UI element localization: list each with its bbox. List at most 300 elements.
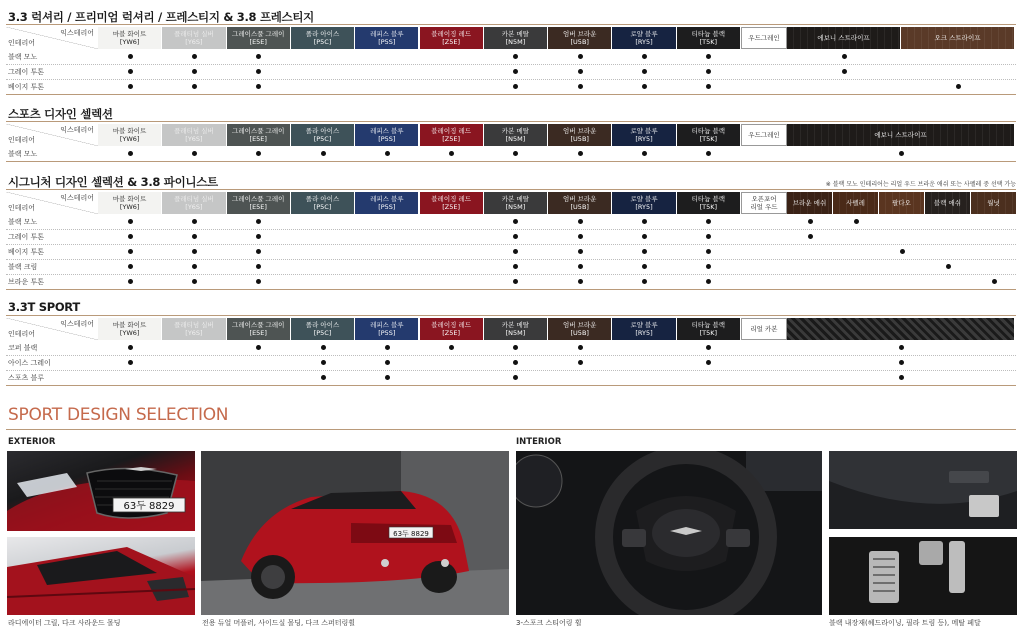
trim-name: 에보니 스트라이프 [874, 131, 927, 139]
availability-dot [706, 279, 711, 284]
color-swatch-header [484, 124, 548, 146]
caption-grille: 라디에이터 그릴, 다크 사라운드 몰딩 [8, 619, 121, 627]
color-code: [RY5] [635, 38, 653, 46]
color-code: [P5C] [313, 38, 332, 46]
color-swatch-header [548, 27, 612, 49]
color-swatch-header [98, 192, 162, 214]
color-code: [RY5] [635, 203, 653, 211]
color-name: 로얄 블루 [630, 321, 658, 329]
table-row [6, 65, 1016, 80]
availability-dot [899, 345, 904, 350]
availability-dot [513, 375, 518, 380]
availability-dot [256, 264, 261, 269]
color-code: [T5K] [699, 329, 718, 337]
color-swatch-header [98, 27, 162, 49]
availability-dot [578, 264, 583, 269]
availability-dot [513, 234, 518, 239]
section-rule [6, 24, 1016, 25]
table-row [6, 80, 1016, 95]
color-name: 티타늄 블랙 [691, 127, 726, 135]
color-code: [RY5] [635, 329, 653, 337]
color-swatch-header [162, 124, 226, 146]
color-swatch-header [355, 192, 419, 214]
color-swatch-header [162, 27, 226, 49]
trim-swatch-header [787, 192, 833, 214]
color-swatch-header [355, 124, 419, 146]
availability-dot [808, 219, 813, 224]
color-name: 블레이징 레드 [431, 195, 472, 203]
color-swatch-header [162, 318, 226, 340]
headliner-photo [829, 451, 1017, 529]
section-rule [6, 315, 1016, 316]
availability-dot [256, 84, 261, 89]
availability-dot [192, 54, 197, 59]
color-swatch-header [677, 318, 741, 340]
availability-dot [899, 151, 904, 156]
color-name: 카본 메탈 [501, 195, 530, 203]
availability-dot [642, 264, 647, 269]
color-name: 카본 메탈 [501, 321, 530, 329]
rear-car-photo [201, 451, 509, 615]
color-swatch-header [484, 27, 548, 49]
color-code: [T5K] [699, 135, 718, 143]
color-swatch-header [291, 192, 355, 214]
color-swatch-header [98, 318, 162, 340]
color-name: 플래티넘 실버 [174, 321, 214, 329]
trim-category-header: 오픈포어 리얼 우드 [741, 192, 787, 214]
color-swatch-header [420, 192, 484, 214]
color-code: [P5S] [378, 38, 396, 46]
color-swatch-header [227, 27, 291, 49]
availability-dot [256, 54, 261, 59]
divider [6, 429, 1016, 430]
section-title: 스포츠 디자인 셀렉션 [8, 107, 113, 121]
table-row [6, 356, 1016, 371]
color-name: 플래티넘 실버 [174, 30, 214, 38]
color-code: [Y6S] [185, 38, 203, 46]
trim-name: 블랙 애쉬 [933, 199, 962, 207]
color-name: 폴라 아이스 [305, 195, 340, 203]
color-name: 엄버 브라운 [563, 195, 597, 203]
table-row [6, 341, 1016, 356]
color-name: 레피스 블루 [370, 195, 404, 203]
interior-heading: INTERIOR [516, 437, 562, 447]
interior-color-label: 코퍼 블랙 [8, 344, 38, 352]
interior-color-label: 베이지 투톤 [8, 248, 45, 256]
color-swatch-header [420, 124, 484, 146]
color-code: [P5C] [313, 329, 332, 337]
color-swatch-header [484, 192, 548, 214]
availability-dot [956, 84, 961, 89]
availability-dot [642, 69, 647, 74]
table-row [6, 50, 1016, 65]
color-name: 레피스 블루 [370, 30, 404, 38]
trim-name: 오크 스트라이프 [934, 34, 981, 42]
availability-dot [808, 234, 813, 239]
availability-dot [642, 279, 647, 284]
color-code: [RY5] [635, 135, 653, 143]
availability-dot [192, 264, 197, 269]
color-swatch-header [291, 27, 355, 49]
color-code: [T5K] [699, 203, 718, 211]
color-name: 티타늄 블랙 [691, 195, 726, 203]
availability-dot [706, 69, 711, 74]
color-code: [Y6S] [185, 135, 203, 143]
availability-dot [642, 151, 647, 156]
availability-dot [256, 69, 261, 74]
color-code: [N5M] [505, 203, 526, 211]
availability-dot [842, 69, 847, 74]
trim-name: 사펠레 [846, 199, 865, 207]
color-code: [P5S] [378, 329, 396, 337]
table-row [6, 260, 1016, 275]
availability-dot [128, 69, 133, 74]
interior-color-label: 베이지 투톤 [8, 83, 45, 91]
availability-dot [642, 234, 647, 239]
interior-color-label: 그레이 투톤 [8, 233, 45, 241]
caption-interior: 블랙 내장재(헤드라이닝, 필라 트림 등), 메탈 페달 [829, 619, 981, 627]
color-code: [E5E] [249, 38, 267, 46]
color-name: 로얄 블루 [630, 127, 658, 135]
availability-dot [256, 234, 261, 239]
trim-category-header: 리얼 카본 [741, 318, 787, 340]
color-name: 그레이스풀 그레이 [232, 321, 285, 329]
interior-label: 인테리어 [8, 330, 36, 338]
availability-dot [128, 234, 133, 239]
color-code: [N5M] [505, 329, 526, 337]
color-code: [Z5E] [442, 203, 461, 211]
availability-dot [642, 84, 647, 89]
color-code: [T5K] [699, 38, 718, 46]
trim-swatch-header [787, 318, 1015, 340]
table-row [6, 230, 1016, 245]
availability-dot [192, 249, 197, 254]
table-header [6, 192, 1016, 214]
availability-dot [578, 69, 583, 74]
availability-dot [321, 151, 326, 156]
availability-dot [706, 249, 711, 254]
color-name: 레피스 블루 [370, 321, 404, 329]
availability-dot [128, 54, 133, 59]
interior-color-label: 블랙 모노 [8, 150, 38, 158]
availability-dot [128, 345, 133, 350]
availability-dot [192, 234, 197, 239]
exterior-label: 익스테리어 [60, 126, 94, 134]
availability-dot [706, 234, 711, 239]
availability-dot [854, 219, 859, 224]
availability-dot [578, 54, 583, 59]
availability-dot [128, 264, 133, 269]
availability-dot [842, 54, 847, 59]
color-swatch-header [98, 124, 162, 146]
header-corner [6, 192, 98, 214]
availability-dot [706, 54, 711, 59]
color-code: [P5S] [378, 135, 396, 143]
exterior-heading: EXTERIOR [8, 437, 56, 447]
header-corner [6, 318, 98, 340]
trim-category-header: 우드그레인 [741, 27, 787, 49]
color-code: [Z5E] [442, 38, 461, 46]
color-name: 엄버 브라운 [563, 30, 597, 38]
color-swatch-header [227, 318, 291, 340]
color-swatch-header [548, 318, 612, 340]
color-swatch-header [162, 192, 226, 214]
availability-dot [578, 279, 583, 284]
trim-name: 에보니 스트라이프 [817, 34, 870, 42]
availability-dot [128, 219, 133, 224]
availability-dot [192, 151, 197, 156]
color-name: 플래티넘 실버 [174, 195, 214, 203]
section-title: 3.3 럭셔리 / 프리미엄 럭셔리 / 프레스티지 & 3.8 프레스티지 [8, 10, 314, 24]
availability-dot [256, 249, 261, 254]
color-swatch-header [355, 27, 419, 49]
availability-dot [992, 279, 997, 284]
license-plate: 63두 8829 [123, 501, 175, 512]
color-name: 폴라 아이스 [305, 321, 340, 329]
exterior-label: 익스테리어 [60, 320, 94, 328]
availability-dot [192, 279, 197, 284]
color-swatch-header [484, 318, 548, 340]
color-code: [P5C] [313, 203, 332, 211]
color-code: [U5B] [570, 329, 589, 337]
availability-dot [256, 279, 261, 284]
color-name: 티타늄 블랙 [691, 321, 726, 329]
trim-category-header: 우드그레인 [741, 124, 787, 146]
availability-dot [706, 345, 711, 350]
table-row [6, 371, 1016, 386]
availability-dot [192, 84, 197, 89]
interior-label: 인테리어 [8, 136, 36, 144]
color-name: 플래티넘 실버 [174, 127, 214, 135]
color-name: 티타늄 블랙 [691, 30, 726, 38]
color-name: 레피스 블루 [370, 127, 404, 135]
color-name: 로얄 블루 [630, 195, 658, 203]
color-name: 마블 화이트 [112, 321, 147, 329]
availability-dot [513, 249, 518, 254]
color-name: 그레이스풀 그레이 [232, 195, 285, 203]
availability-dot [513, 151, 518, 156]
color-code: [YW6] [119, 203, 140, 211]
trim-name: 브라운 애쉬 [792, 199, 827, 207]
color-name: 폴라 아이스 [305, 30, 340, 38]
availability-dot [321, 345, 326, 350]
color-swatch-header [612, 192, 676, 214]
caption-rear: 전용 듀얼 머플러, 사이드실 몰딩, 다크 스퍼터링휠 [202, 619, 356, 627]
availability-dot [128, 279, 133, 284]
color-code: [E5E] [249, 135, 267, 143]
availability-dot [513, 69, 518, 74]
color-swatch-header [227, 124, 291, 146]
color-name: 엄버 브라운 [563, 321, 597, 329]
color-swatch-header [677, 27, 741, 49]
color-name: 마블 화이트 [112, 127, 147, 135]
color-name: 그레이스풀 그레이 [232, 30, 285, 38]
color-code: [P5C] [313, 135, 332, 143]
availability-dot [706, 264, 711, 269]
trim-swatch-header [787, 27, 901, 49]
color-name: 블레이징 레드 [431, 321, 472, 329]
trim-swatch-header [901, 27, 1015, 49]
trim-swatch-header [787, 124, 1015, 146]
color-swatch-header [291, 318, 355, 340]
color-name: 블레이징 레드 [431, 30, 472, 38]
steering-wheel-photo [516, 451, 822, 615]
trim-name: 월넛 [987, 199, 1000, 207]
color-swatch-header [612, 27, 676, 49]
availability-dot [513, 360, 518, 365]
header-corner [6, 27, 98, 49]
availability-dot [578, 360, 583, 365]
color-code: [YW6] [119, 38, 140, 46]
availability-dot [706, 360, 711, 365]
color-swatch-header [612, 318, 676, 340]
side-photo [7, 537, 195, 615]
section-title: 3.3T SPORT [8, 300, 80, 314]
table-header [6, 124, 1016, 146]
table-row [6, 245, 1016, 260]
color-code: [YW6] [119, 329, 140, 337]
trim-swatch-header [971, 192, 1017, 214]
availability-dot [642, 54, 647, 59]
color-code: [N5M] [505, 38, 526, 46]
table-row [6, 147, 1016, 162]
color-name: 마블 화이트 [112, 30, 147, 38]
availability-dot [385, 360, 390, 365]
color-name: 마블 화이트 [112, 195, 147, 203]
interior-color-label: 아이스 그레이 [8, 359, 51, 367]
trim-swatch-header [879, 192, 925, 214]
pedals-photo [829, 537, 1017, 615]
color-code: [Y6S] [185, 329, 203, 337]
availability-dot [706, 151, 711, 156]
section-title: 시그니처 디자인 셀렉션 & 3.8 파이니스트 [8, 175, 218, 189]
trim-swatch-header [833, 192, 879, 214]
interior-color-label: 그레이 투톤 [8, 68, 45, 76]
color-code: [E5E] [249, 203, 267, 211]
interior-label: 인테리어 [8, 204, 36, 212]
availability-dot [128, 84, 133, 89]
availability-dot [385, 345, 390, 350]
rear-license-plate: 63두 8829 [393, 530, 429, 538]
availability-dot [513, 279, 518, 284]
color-name: 카본 메탈 [501, 30, 530, 38]
availability-dot [513, 345, 518, 350]
trim-swatch-header [925, 192, 971, 214]
color-swatch-header [420, 318, 484, 340]
table-header [6, 27, 1016, 49]
color-name: 블레이징 레드 [431, 127, 472, 135]
color-swatch-header [548, 124, 612, 146]
color-name: 로얄 블루 [630, 30, 658, 38]
availability-dot [256, 345, 261, 350]
exterior-label: 익스테리어 [60, 194, 94, 202]
availability-dot [578, 345, 583, 350]
availability-dot [513, 264, 518, 269]
availability-dot [513, 84, 518, 89]
color-code: [N5M] [505, 135, 526, 143]
color-name: 카본 메탈 [501, 127, 530, 135]
availability-dot [321, 360, 326, 365]
availability-dot [256, 219, 261, 224]
color-swatch-header [291, 124, 355, 146]
footnote: ※ 블랙 모노 인테리어는 리얼 우드 브라운 애쉬 또는 사펠레 중 선택 가능 [825, 181, 1016, 188]
interior-label: 인테리어 [8, 39, 36, 47]
availability-dot [256, 151, 261, 156]
table-row [6, 215, 1016, 230]
availability-dot [128, 249, 133, 254]
availability-dot [449, 345, 454, 350]
grille-photo [7, 451, 195, 531]
interior-color-label: 스포츠 블루 [8, 374, 45, 382]
color-swatch-header [677, 124, 741, 146]
color-swatch-header [677, 192, 741, 214]
color-code: [Z5E] [442, 135, 461, 143]
availability-dot [192, 219, 197, 224]
color-swatch-header [227, 192, 291, 214]
availability-dot [578, 151, 583, 156]
section-rule [6, 189, 1016, 190]
availability-dot [578, 84, 583, 89]
table-row [6, 275, 1016, 290]
interior-color-label: 블랙 모노 [8, 53, 38, 61]
availability-dot [385, 151, 390, 156]
availability-dot [321, 375, 326, 380]
color-name: 엄버 브라운 [563, 127, 597, 135]
availability-dot [385, 375, 390, 380]
color-code: [U5B] [570, 38, 589, 46]
interior-color-label: 블랙 모노 [8, 218, 38, 226]
availability-dot [706, 84, 711, 89]
table-header [6, 318, 1016, 340]
color-code: [U5B] [570, 203, 589, 211]
availability-dot [578, 249, 583, 254]
color-code: [Z5E] [442, 329, 461, 337]
sport-design-title: SPORT DESIGN SELECTION [8, 405, 229, 425]
color-swatch-header [355, 318, 419, 340]
color-code: [E5E] [249, 329, 267, 337]
interior-color-label: 블랙 크림 [8, 263, 38, 271]
availability-dot [946, 264, 951, 269]
availability-dot [513, 219, 518, 224]
availability-dot [642, 249, 647, 254]
availability-dot [128, 360, 133, 365]
header-corner [6, 124, 98, 146]
color-name: 폴라 아이스 [305, 127, 340, 135]
availability-dot [128, 151, 133, 156]
color-swatch-header [420, 27, 484, 49]
interior-color-label: 브라운 투톤 [8, 278, 45, 286]
availability-dot [578, 234, 583, 239]
color-name: 그레이스풀 그레이 [232, 127, 285, 135]
availability-dot [192, 69, 197, 74]
color-code: [YW6] [119, 135, 140, 143]
color-code: [U5B] [570, 135, 589, 143]
availability-dot [900, 249, 905, 254]
availability-dot [513, 54, 518, 59]
availability-dot [449, 151, 454, 156]
trim-name: 팔다오 [892, 199, 911, 207]
exterior-label: 익스테리어 [60, 29, 94, 37]
availability-dot [899, 375, 904, 380]
color-swatch-header [548, 192, 612, 214]
color-code: [Y6S] [185, 203, 203, 211]
section-rule [6, 121, 1016, 122]
availability-dot [706, 219, 711, 224]
availability-dot [899, 360, 904, 365]
availability-dot [578, 219, 583, 224]
color-code: [P5S] [378, 203, 396, 211]
caption-steering: 3-스포크 스티어링 휠 [516, 619, 582, 627]
